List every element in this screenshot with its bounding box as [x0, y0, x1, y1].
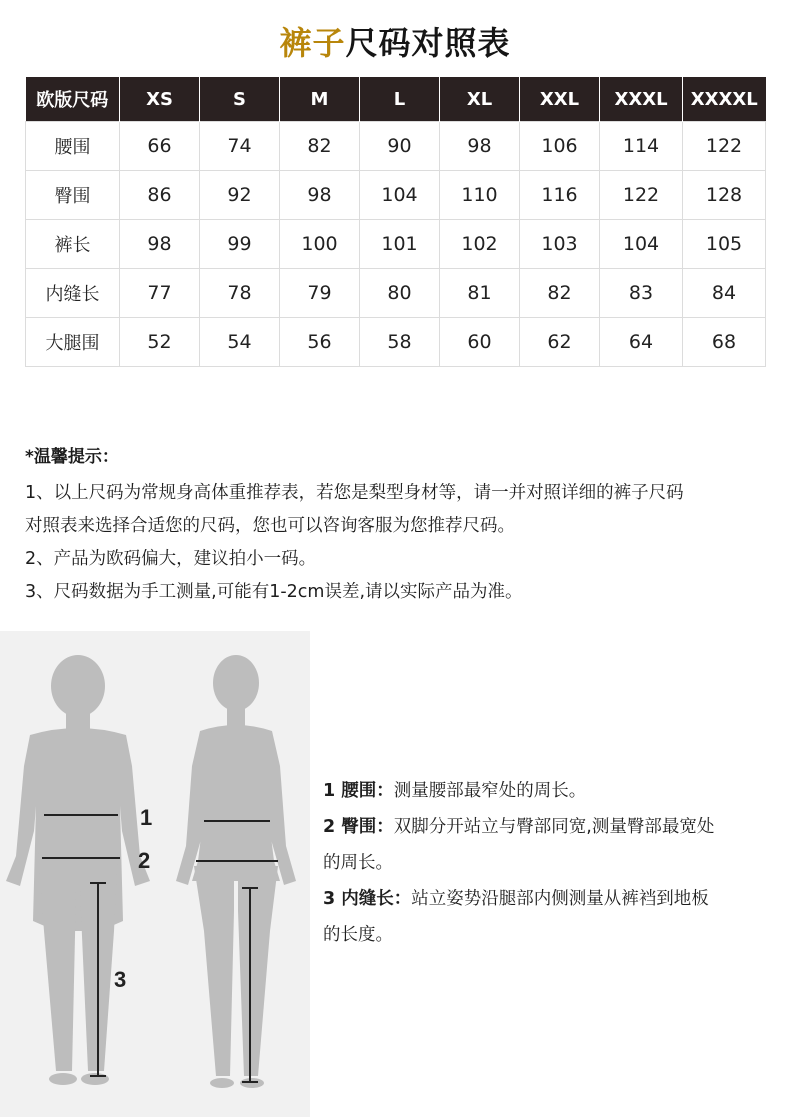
table-cell: 60	[440, 318, 520, 367]
measure-item	[323, 773, 773, 809]
row-label: 腰围	[26, 122, 120, 171]
header-cell: XS	[120, 77, 200, 122]
table-cell: 116	[520, 171, 600, 220]
table-cell: 90	[360, 122, 440, 171]
tips-line: 1、以上尺码为常规身高体重推荐表，若您是梨型身材等，请一并对照详细的裤子尺码	[25, 483, 684, 503]
measure-text: 的周长。	[323, 853, 393, 873]
table-cell: 52	[120, 318, 200, 367]
table-cell: 64	[600, 318, 683, 367]
table-cell: 68	[683, 318, 766, 367]
table-cell: 80	[360, 269, 440, 318]
table-row	[26, 171, 766, 220]
measure-text: 测量腰部最窄处的周长。	[393, 781, 587, 801]
table-cell: 92	[200, 171, 280, 220]
table-cell: 110	[440, 171, 520, 220]
measurement-instructions	[323, 773, 773, 953]
tips-line: 2、产品为欧码偏大，建议拍小一码。	[25, 549, 317, 569]
header-cell: XXXL	[600, 77, 683, 122]
table-cell: 79	[280, 269, 360, 318]
row-label: 内缝长	[26, 269, 120, 318]
measure-item	[323, 881, 773, 917]
female-silhouette-icon	[176, 655, 296, 1088]
table-cell: 114	[600, 122, 683, 171]
table-cell: 122	[600, 171, 683, 220]
row-label: 裤长	[26, 220, 120, 269]
size-chart-table	[25, 77, 766, 367]
table-cell: 103	[520, 220, 600, 269]
table-cell: 83	[600, 269, 683, 318]
table-cell: 101	[360, 220, 440, 269]
table-cell: 102	[440, 220, 520, 269]
page-title	[0, 18, 790, 64]
measure-item	[323, 809, 773, 845]
table-row	[26, 269, 766, 318]
table-cell: 104	[360, 171, 440, 220]
table-cell: 78	[200, 269, 280, 318]
label-1: 1	[140, 805, 153, 830]
measure-key: 1 腰围：	[323, 781, 394, 801]
title-rest: 尺码对照表	[345, 24, 511, 62]
male-silhouette-icon	[6, 655, 153, 1085]
measure-item	[323, 845, 773, 881]
table-cell: 98	[120, 220, 200, 269]
table-cell: 122	[683, 122, 766, 171]
measure-item	[323, 917, 773, 953]
measure-key: 2 臀围：	[323, 817, 394, 837]
header-cell: M	[280, 77, 360, 122]
table-cell: 62	[520, 318, 600, 367]
table-row	[26, 122, 766, 171]
body-measurement-figure	[0, 631, 310, 1117]
header-cell: XL	[440, 77, 520, 122]
table-cell: 104	[600, 220, 683, 269]
label-3: 3	[114, 967, 127, 992]
label-2: 2	[138, 848, 151, 873]
table-row	[26, 220, 766, 269]
table-cell: 99	[200, 220, 280, 269]
measure-text: 的长度。	[323, 925, 393, 945]
table-cell: 56	[280, 318, 360, 367]
table-cell: 82	[280, 122, 360, 171]
measure-key: 3 内缝长：	[323, 889, 412, 909]
row-label: 臀围	[26, 171, 120, 220]
tips-line: 对照表来选择合适您的尺码，您也可以咨询客服为您推荐尺码。	[25, 516, 515, 536]
measure-text: 双脚分开站立与臀部同宽,测量臀部最宽处	[393, 817, 715, 837]
table-cell: 105	[683, 220, 766, 269]
tips-section	[25, 442, 775, 609]
table-cell: 98	[440, 122, 520, 171]
header-cell: S	[200, 77, 280, 122]
header-cell: XXL	[520, 77, 600, 122]
table-cell: 100	[280, 220, 360, 269]
table-cell: 98	[280, 171, 360, 220]
row-label: 大腿围	[26, 318, 120, 367]
table-cell: 106	[520, 122, 600, 171]
table-cell: 84	[683, 269, 766, 318]
header-cell: 欧版尺码	[26, 77, 120, 122]
measure-text: 站立姿势沿腿部内侧测量从裤裆到地板	[411, 889, 709, 909]
table-cell: 86	[120, 171, 200, 220]
title-accent: 裤子	[279, 24, 346, 62]
header-cell: L	[360, 77, 440, 122]
tips-line: 3、尺码数据为手工测量,可能有1-2cm误差,请以实际产品为准。	[25, 582, 523, 602]
table-row	[26, 318, 766, 367]
table-cell: 74	[200, 122, 280, 171]
table-cell: 128	[683, 171, 766, 220]
table-cell: 58	[360, 318, 440, 367]
header-cell: XXXXL	[683, 77, 766, 122]
table-header-row	[26, 77, 766, 122]
tips-title: *温馨提示：	[25, 447, 119, 467]
table-cell: 77	[120, 269, 200, 318]
table-cell: 54	[200, 318, 280, 367]
table-cell: 82	[520, 269, 600, 318]
table-cell: 81	[440, 269, 520, 318]
table-cell: 66	[120, 122, 200, 171]
